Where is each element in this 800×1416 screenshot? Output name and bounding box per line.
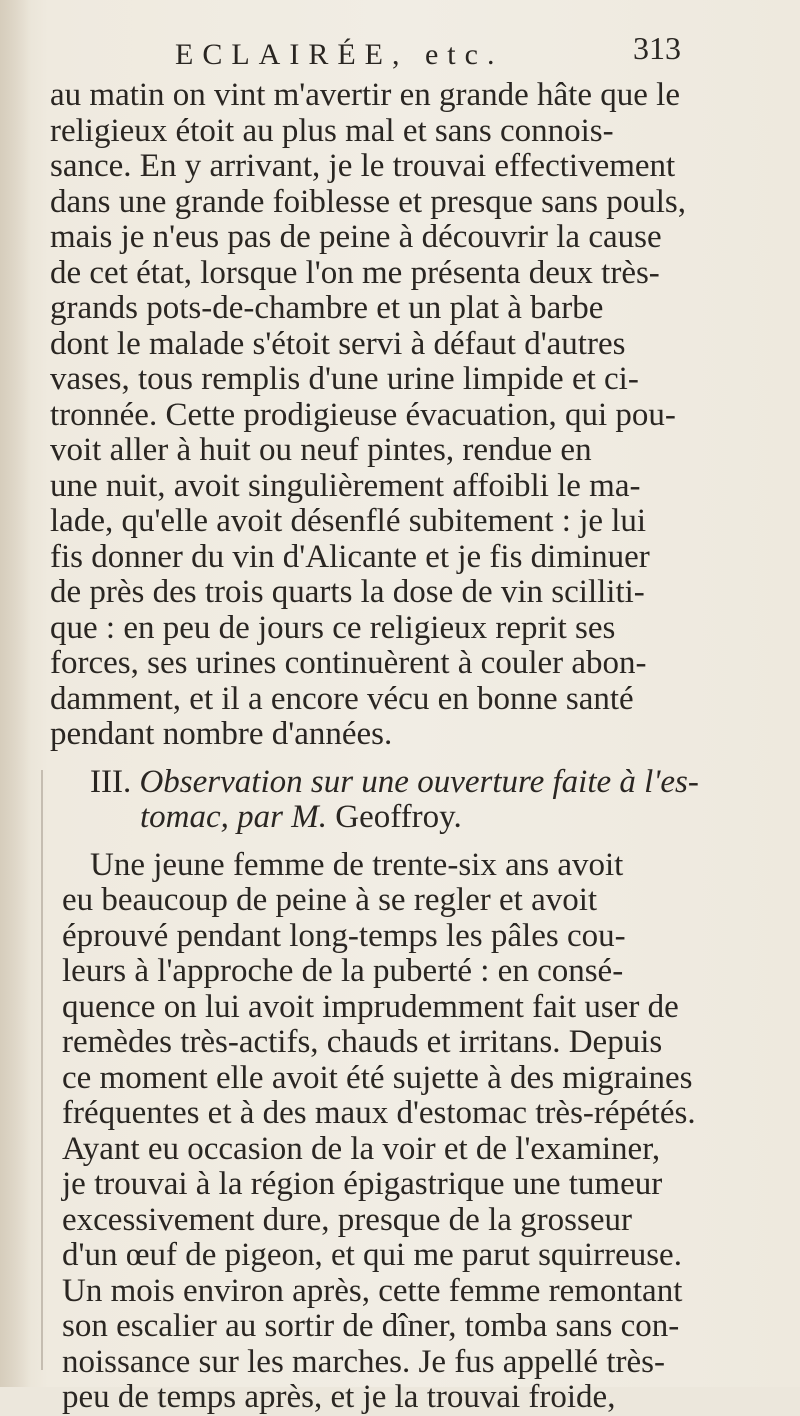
text-line: de près des trois quarts la dose de vin scilliti- <box>50 574 645 610</box>
text-line: dans une grande foiblesse et presque sans pouls, <box>50 183 687 220</box>
page-header <box>175 30 775 80</box>
body-text <box>50 78 782 1416</box>
text-line: de cet état, lorsque l'on me présenta deux très- <box>50 254 660 291</box>
text-line: fis donner du vin d'Alicante et je fis diminuer <box>50 538 650 575</box>
text-line: pendant nombre d'années. <box>50 716 393 752</box>
text-line: remèdes très-actifs, chauds et irritans. Depuis <box>62 1024 663 1060</box>
running-title: ECLAIRÉE, etc. <box>175 38 504 71</box>
text-line: grands pots-de-chambre et un plat à barbe <box>50 290 604 326</box>
page-gutter <box>0 0 30 1387</box>
text-line: dont le malade s'étoit servi à défaut d'autres <box>50 325 626 362</box>
text-line: forces, ses urines continuèrent à couler abon- <box>50 645 647 681</box>
section-heading <box>50 765 782 836</box>
text-line: son escalier au sortir de dîner, tomba sans con- <box>62 1308 680 1344</box>
text-line: religieux étoit au plus mal et sans connois- <box>50 112 614 149</box>
text-line: fréquentes et à des maux d'estomac très-répétés. <box>62 1095 696 1131</box>
section-title-line2: tomac, par M. <box>140 799 327 835</box>
section-author: Geoffroy. <box>335 799 462 835</box>
text-line: peu de temps après, et je la trouvai froide, <box>62 1379 616 1415</box>
text-line: tronnée. Cette prodigieuse évacuation, qui pou- <box>50 396 676 433</box>
margin-rule <box>41 770 43 1370</box>
text-line: sance. En y arrivant, je le trouvai effectivement <box>50 148 676 184</box>
page-number: 313 <box>633 30 681 66</box>
text-line: quence on lui avoit imprudemment fait user de <box>62 988 679 1025</box>
text-line: voit aller à huit ou neuf pintes, rendue en <box>50 432 592 468</box>
text-line: ce moment elle avoit été sujette à des migraines <box>62 1059 693 1096</box>
text-line: damment, et il a encore vécu en bonne santé <box>50 680 634 717</box>
text-line: Une jeune femme de trente-six ans avoit <box>90 846 624 883</box>
section-title-line1: Observation sur une ouverture faite à l'es- <box>139 763 699 800</box>
text-line: je trouvai à la région épigastrique une tumeur <box>62 1166 663 1202</box>
text-line: excessivement dure, presque de la grosseur <box>62 1201 632 1238</box>
paragraph-continued <box>50 78 782 753</box>
section-number: III. <box>90 763 132 800</box>
text-line: une nuit, avoit singulièrement affoibli le ma- <box>50 467 641 504</box>
text-line: Ayant eu occasion de la voir et de l'examiner, <box>62 1130 661 1167</box>
text-line: mais je n'eus pas de peine à découvrir la cause <box>50 219 662 255</box>
text-line: au matin on vint m'avertir en grande hâte que le <box>50 77 680 113</box>
text-line: éprouvé pendant long-temps les pâles cou- <box>62 917 626 954</box>
text-line: noissance sur les marches. Je fus appellé très- <box>62 1343 665 1380</box>
text-line: lade, qu'elle avoit désenflé subitement : je lui <box>50 503 647 539</box>
text-line: eu beaucoup de peine à se regler et avoit <box>62 882 598 918</box>
text-line: que : en peu de jours ce religieux reprit ses <box>50 609 616 646</box>
text-line: d'un œuf de pigeon, et qui me parut squirreuse. <box>62 1237 682 1273</box>
text-line: Un mois environ après, cette femme remontant <box>62 1272 683 1309</box>
text-line: vases, tous remplis d'une urine limpide et ci- <box>50 361 639 397</box>
paragraph <box>50 848 782 1416</box>
text-line: leurs à l'approche de la puberté : en consé- <box>62 953 624 989</box>
